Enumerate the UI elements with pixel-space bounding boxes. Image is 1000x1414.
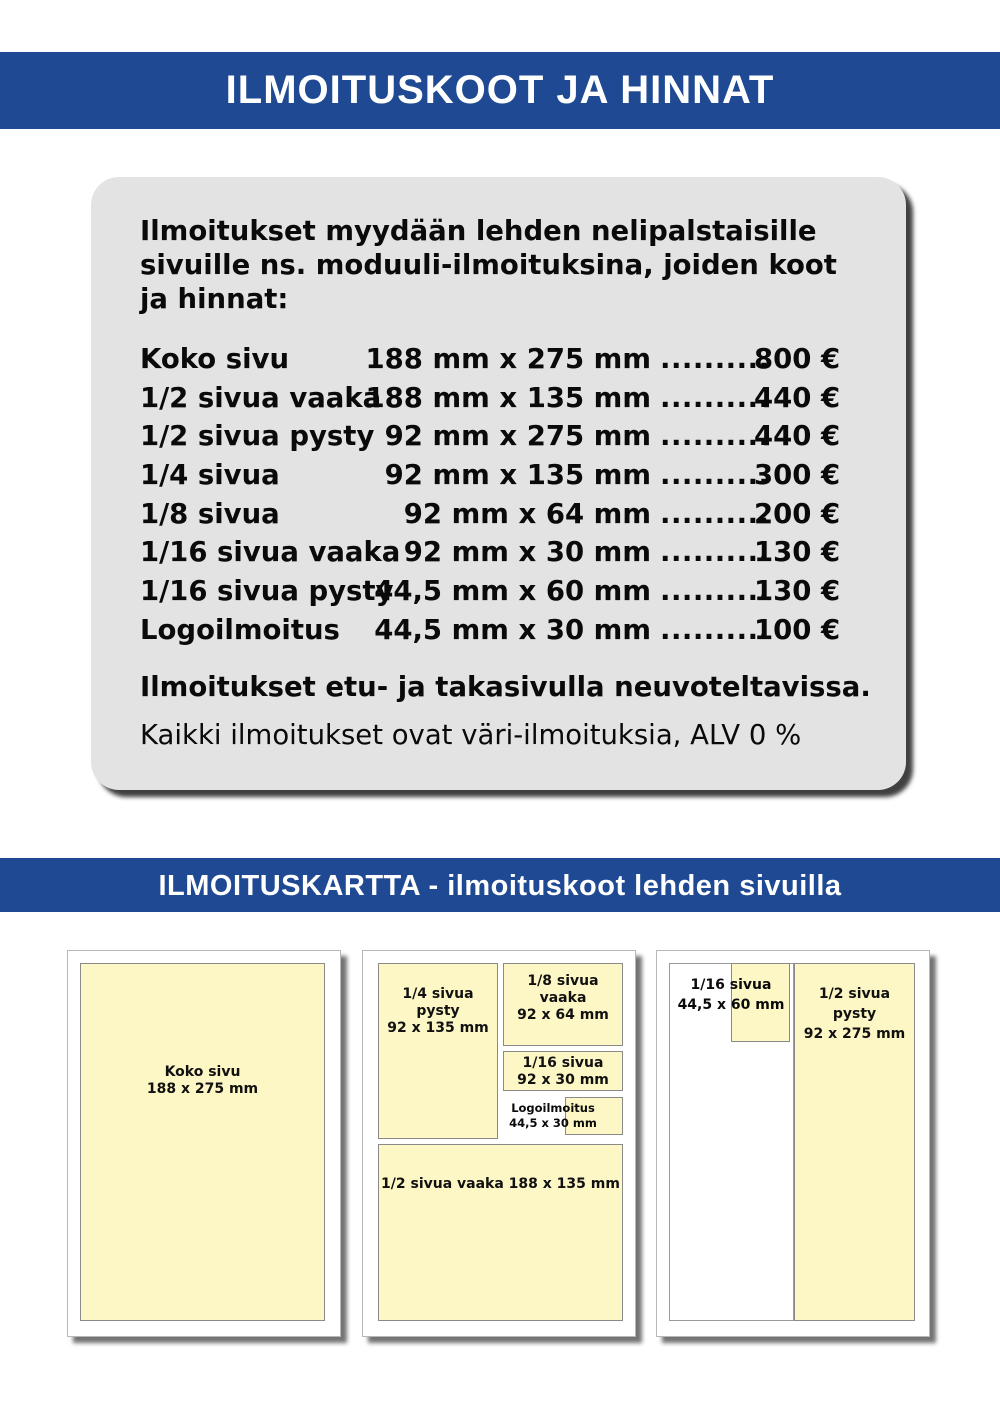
ad-dimensions: 92 mm x 135 mm bbox=[384, 459, 651, 492]
price-row bbox=[140, 379, 906, 418]
ad-price: 440 € bbox=[754, 381, 841, 414]
ad-block-dims: 188 x 275 mm bbox=[146, 1081, 259, 1097]
ad-dimensions: 92 mm x 30 mm bbox=[403, 536, 651, 569]
ad-size-name: 1/2 sivua pysty bbox=[140, 420, 375, 453]
leader-dots: .......... bbox=[660, 343, 770, 375]
price-row bbox=[140, 611, 906, 650]
leader-dots: .......... bbox=[660, 613, 770, 646]
leader-dots: .......... bbox=[660, 381, 770, 414]
ad-block-half-horizontal bbox=[378, 1144, 623, 1321]
ad-price: 300 € bbox=[754, 459, 841, 492]
ad-block-full-page bbox=[80, 963, 325, 1321]
ad-block-name: Koko sivu bbox=[164, 1064, 241, 1080]
ad-size-name: Logoilmoitus bbox=[140, 613, 340, 646]
ad-dimensions: 188 mm x 135 mm bbox=[365, 381, 651, 414]
map-banner bbox=[0, 858, 1000, 912]
ad-dimensions: 44,5 mm x 30 mm bbox=[374, 613, 651, 646]
leader-dots: .......... bbox=[660, 575, 770, 608]
leader-dots: .......... bbox=[660, 497, 770, 530]
page-layout-full bbox=[67, 950, 341, 1337]
ad-block-eighth bbox=[503, 963, 623, 1046]
leader-dots: .......... bbox=[660, 459, 770, 492]
ad-block-name: 1/16 sivua bbox=[522, 1055, 604, 1071]
ad-price: 800 € bbox=[754, 343, 841, 375]
price-row bbox=[140, 456, 906, 495]
price-row bbox=[140, 533, 906, 572]
page-title: ILMOITUSKOOT JA HINNAT bbox=[225, 68, 775, 112]
ad-block-label: 1/2 sivua vaaka 188 x 135 mm bbox=[381, 1176, 620, 1192]
ad-size-name: 1/16 sivua vaaka bbox=[140, 536, 401, 569]
price-row bbox=[140, 495, 906, 534]
ad-size-name: Koko sivu bbox=[140, 343, 290, 375]
ad-block-name: 1/2 sivua bbox=[818, 986, 891, 1002]
ad-price: 200 € bbox=[754, 497, 841, 530]
ad-size-name: 1/2 sivua vaaka bbox=[140, 381, 382, 414]
page-layout-mixed bbox=[362, 950, 636, 1337]
header-banner bbox=[0, 52, 1000, 129]
pricing-intro: Ilmoitukset myydään lehden nelipalstaisille sivuille ns. moduuli-ilmoituksina, joiden koot ja hinnat: bbox=[140, 215, 837, 315]
price-row bbox=[140, 572, 906, 611]
ad-size-name: 1/16 sivua pysty bbox=[140, 575, 394, 608]
price-row bbox=[140, 340, 906, 379]
ad-block-name: Logoilmoitus bbox=[511, 1101, 595, 1115]
ad-dimensions: 92 mm x 275 mm bbox=[384, 420, 651, 453]
logo-label bbox=[508, 1101, 598, 1131]
ad-block-dims: 44,5 x 60 mm bbox=[677, 997, 785, 1013]
ad-block-dims: 44,5 x 30 mm bbox=[509, 1116, 597, 1130]
negotiable-note: Ilmoitukset etu- ja takasivulla neuvoteltavissa. bbox=[140, 670, 871, 703]
page-layout-vertical bbox=[656, 950, 930, 1337]
sixteenth-vertical-label bbox=[671, 975, 791, 1015]
ad-block-dims: 92 x 30 mm bbox=[517, 1072, 609, 1088]
ad-price: 130 € bbox=[754, 536, 841, 569]
ad-block-quarter bbox=[378, 963, 498, 1139]
ad-dimensions: 44,5 mm x 60 mm bbox=[374, 575, 651, 608]
price-row bbox=[140, 417, 906, 456]
ad-block-name: 1/16 sivua bbox=[690, 977, 772, 993]
ad-block-name: 1/4 sivua pysty bbox=[402, 986, 474, 1019]
ad-block-sixteenth bbox=[503, 1051, 623, 1091]
vat-note: Kaikki ilmoitukset ovat väri-ilmoituksia, ALV 0 % bbox=[140, 718, 802, 751]
pricing-panel bbox=[91, 177, 906, 790]
ad-size-name: 1/4 sivua bbox=[140, 459, 280, 492]
ad-price: 100 € bbox=[754, 613, 841, 646]
ad-price: 130 € bbox=[754, 575, 841, 608]
leader-dots: .......... bbox=[660, 536, 770, 569]
ad-price: 440 € bbox=[754, 420, 841, 453]
map-title: ILMOITUSKARTTA - ilmoituskoot lehden sivuilla bbox=[158, 870, 842, 902]
ad-block-dims: 92 x 64 mm bbox=[517, 1007, 609, 1023]
ad-block-dims: 92 x 275 mm bbox=[803, 1026, 906, 1042]
ad-block-half-vertical bbox=[794, 963, 915, 1321]
ad-dimensions: 92 mm x 64 mm bbox=[403, 497, 651, 530]
ad-block-dims: 92 x 135 mm bbox=[387, 1020, 489, 1036]
ad-size-name: 1/8 sivua bbox=[140, 497, 280, 530]
price-list bbox=[140, 340, 906, 650]
ad-block-orientation: pysty bbox=[832, 1006, 877, 1022]
ad-block-name: 1/8 sivua vaaka bbox=[527, 973, 599, 1006]
leader-dots: .......... bbox=[660, 420, 770, 453]
ad-dimensions: 188 mm x 275 mm bbox=[365, 343, 651, 375]
